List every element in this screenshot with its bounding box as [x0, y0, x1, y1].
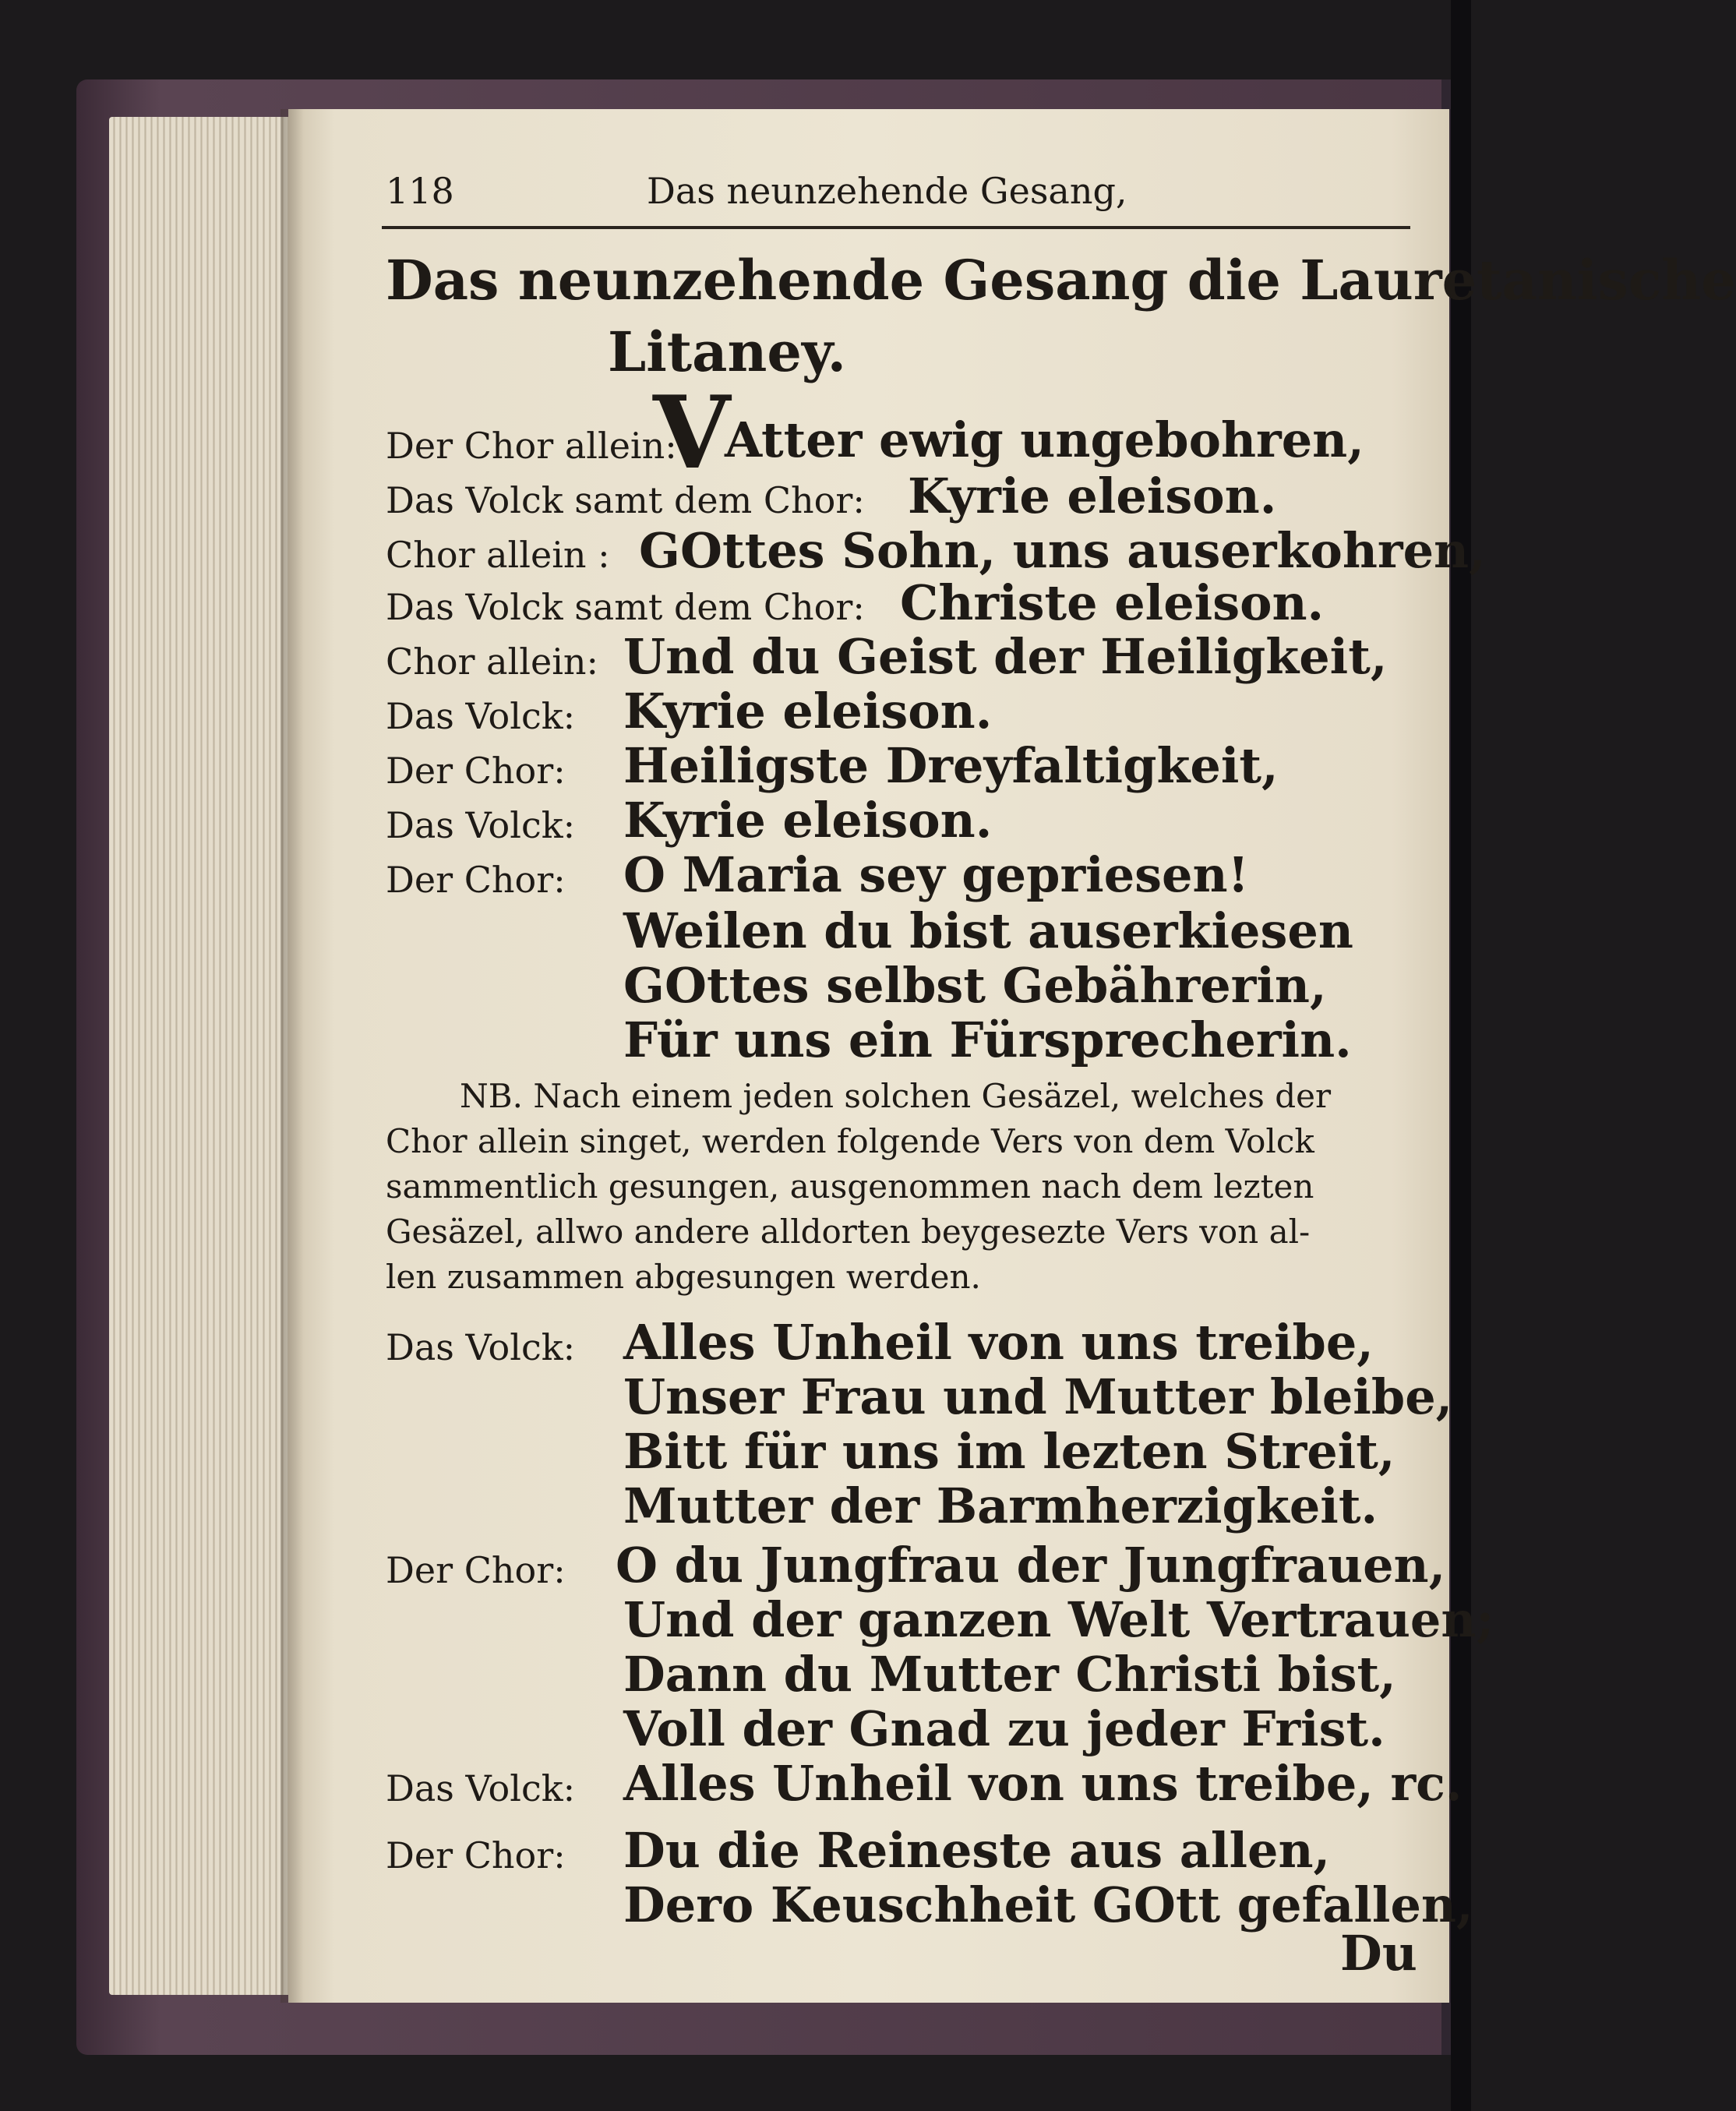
nb-note-line: Chor allein singet, werden folgende Vers von dem Volck	[386, 1122, 1314, 1160]
strophe-line: Du die Reineste aus allen,	[623, 1822, 1331, 1879]
speaker-label: Das Volck:	[386, 1326, 576, 1368]
chapter-title-line-1: Das neunzehende Gesang die Lauretanische	[386, 248, 1736, 312]
litany-text: Christe eleison.	[900, 574, 1325, 631]
strophe-line: Dann du Mutter Christi bist,	[623, 1646, 1396, 1703]
gutter-shadow	[281, 109, 304, 2003]
catchword: Du	[1340, 1925, 1417, 1982]
nb-note-line: Gesäzel, allwo andere alldorten beygesezte Vers von al-	[386, 1213, 1311, 1251]
drop-cap: V	[653, 375, 731, 492]
page-edges	[109, 117, 304, 1995]
speaker-label: Der Chor:	[386, 859, 566, 901]
litany-text: Weilen du bist auserkiesen	[623, 902, 1353, 959]
litany-text: Und du Geist der Heiligkeit,	[623, 628, 1388, 685]
speaker-label: Das Volck:	[386, 695, 576, 737]
litany-text: GOttes selbst Gebährerin,	[623, 957, 1327, 1014]
header-rule	[382, 226, 1410, 229]
nb-note-line: sammentlich gesungen, ausgenommen nach dem lezten	[386, 1167, 1314, 1206]
running-head: Das neunzehende Gesang,	[647, 170, 1127, 212]
page-number: 118	[386, 170, 454, 212]
strophe-line: Bitt für uns im lezten Streit,	[623, 1423, 1396, 1480]
speaker-label: Das Volck samt dem Chor:	[386, 479, 865, 521]
speaker-label: Der Chor:	[386, 1549, 566, 1591]
strophe-line: Dero Keuschheit GOtt gefallen,	[623, 1876, 1473, 1933]
nb-note-line: NB. Nach einem jeden solchen Gesäzel, welches der	[460, 1077, 1332, 1115]
strophe-line: Voll der Gnad zu jeder Frist.	[623, 1700, 1385, 1757]
litany-text: Kyrie eleison.	[908, 468, 1277, 524]
speaker-label: Das Volck:	[386, 804, 576, 846]
litany-text: GOttes Sohn, uns auserkohren,	[639, 522, 1486, 579]
litany-text: Kyrie eleison.	[623, 792, 993, 849]
speaker-label: Chor allein:	[386, 641, 599, 683]
speaker-label: Der Chor:	[386, 1834, 566, 1876]
speaker-label: Chor allein :	[386, 534, 610, 576]
strophe-line: Alles Unheil von uns treibe, rc.	[623, 1755, 1463, 1812]
running-header	[386, 170, 1430, 217]
speaker-label: Das Volck:	[386, 1767, 576, 1809]
strophe-line: Mutter der Barmherzigkeit.	[623, 1477, 1378, 1534]
litany-text: Für uns ein Fürsprecherin.	[623, 1011, 1352, 1068]
litany-text: Atter ewig ungebohren,	[725, 411, 1364, 468]
strophe-line: Alles Unheil von uns treibe,	[623, 1314, 1374, 1371]
litany-text: O Maria sey gepriesen!	[623, 846, 1249, 903]
litany-text: Kyrie eleison.	[623, 683, 993, 740]
strophe-line: O du Jungfrau der Jungfrauen,	[616, 1537, 1446, 1594]
speaker-label: Das Volck samt dem Chor:	[386, 586, 865, 628]
speaker-label: Der Chor allein:	[386, 425, 677, 467]
strophe-line: Und der ganzen Welt Vertrauen;	[623, 1591, 1494, 1648]
nb-note-line: len zusammen abgesungen werden.	[386, 1258, 981, 1296]
litany-text: Heiligste Dreyfaltigkeit,	[623, 737, 1279, 794]
strophe-line: Unser Frau und Mutter bleibe,	[623, 1368, 1453, 1425]
speaker-label: Der Chor:	[386, 750, 566, 792]
chapter-title-line-2: Litaney.	[608, 319, 846, 384]
